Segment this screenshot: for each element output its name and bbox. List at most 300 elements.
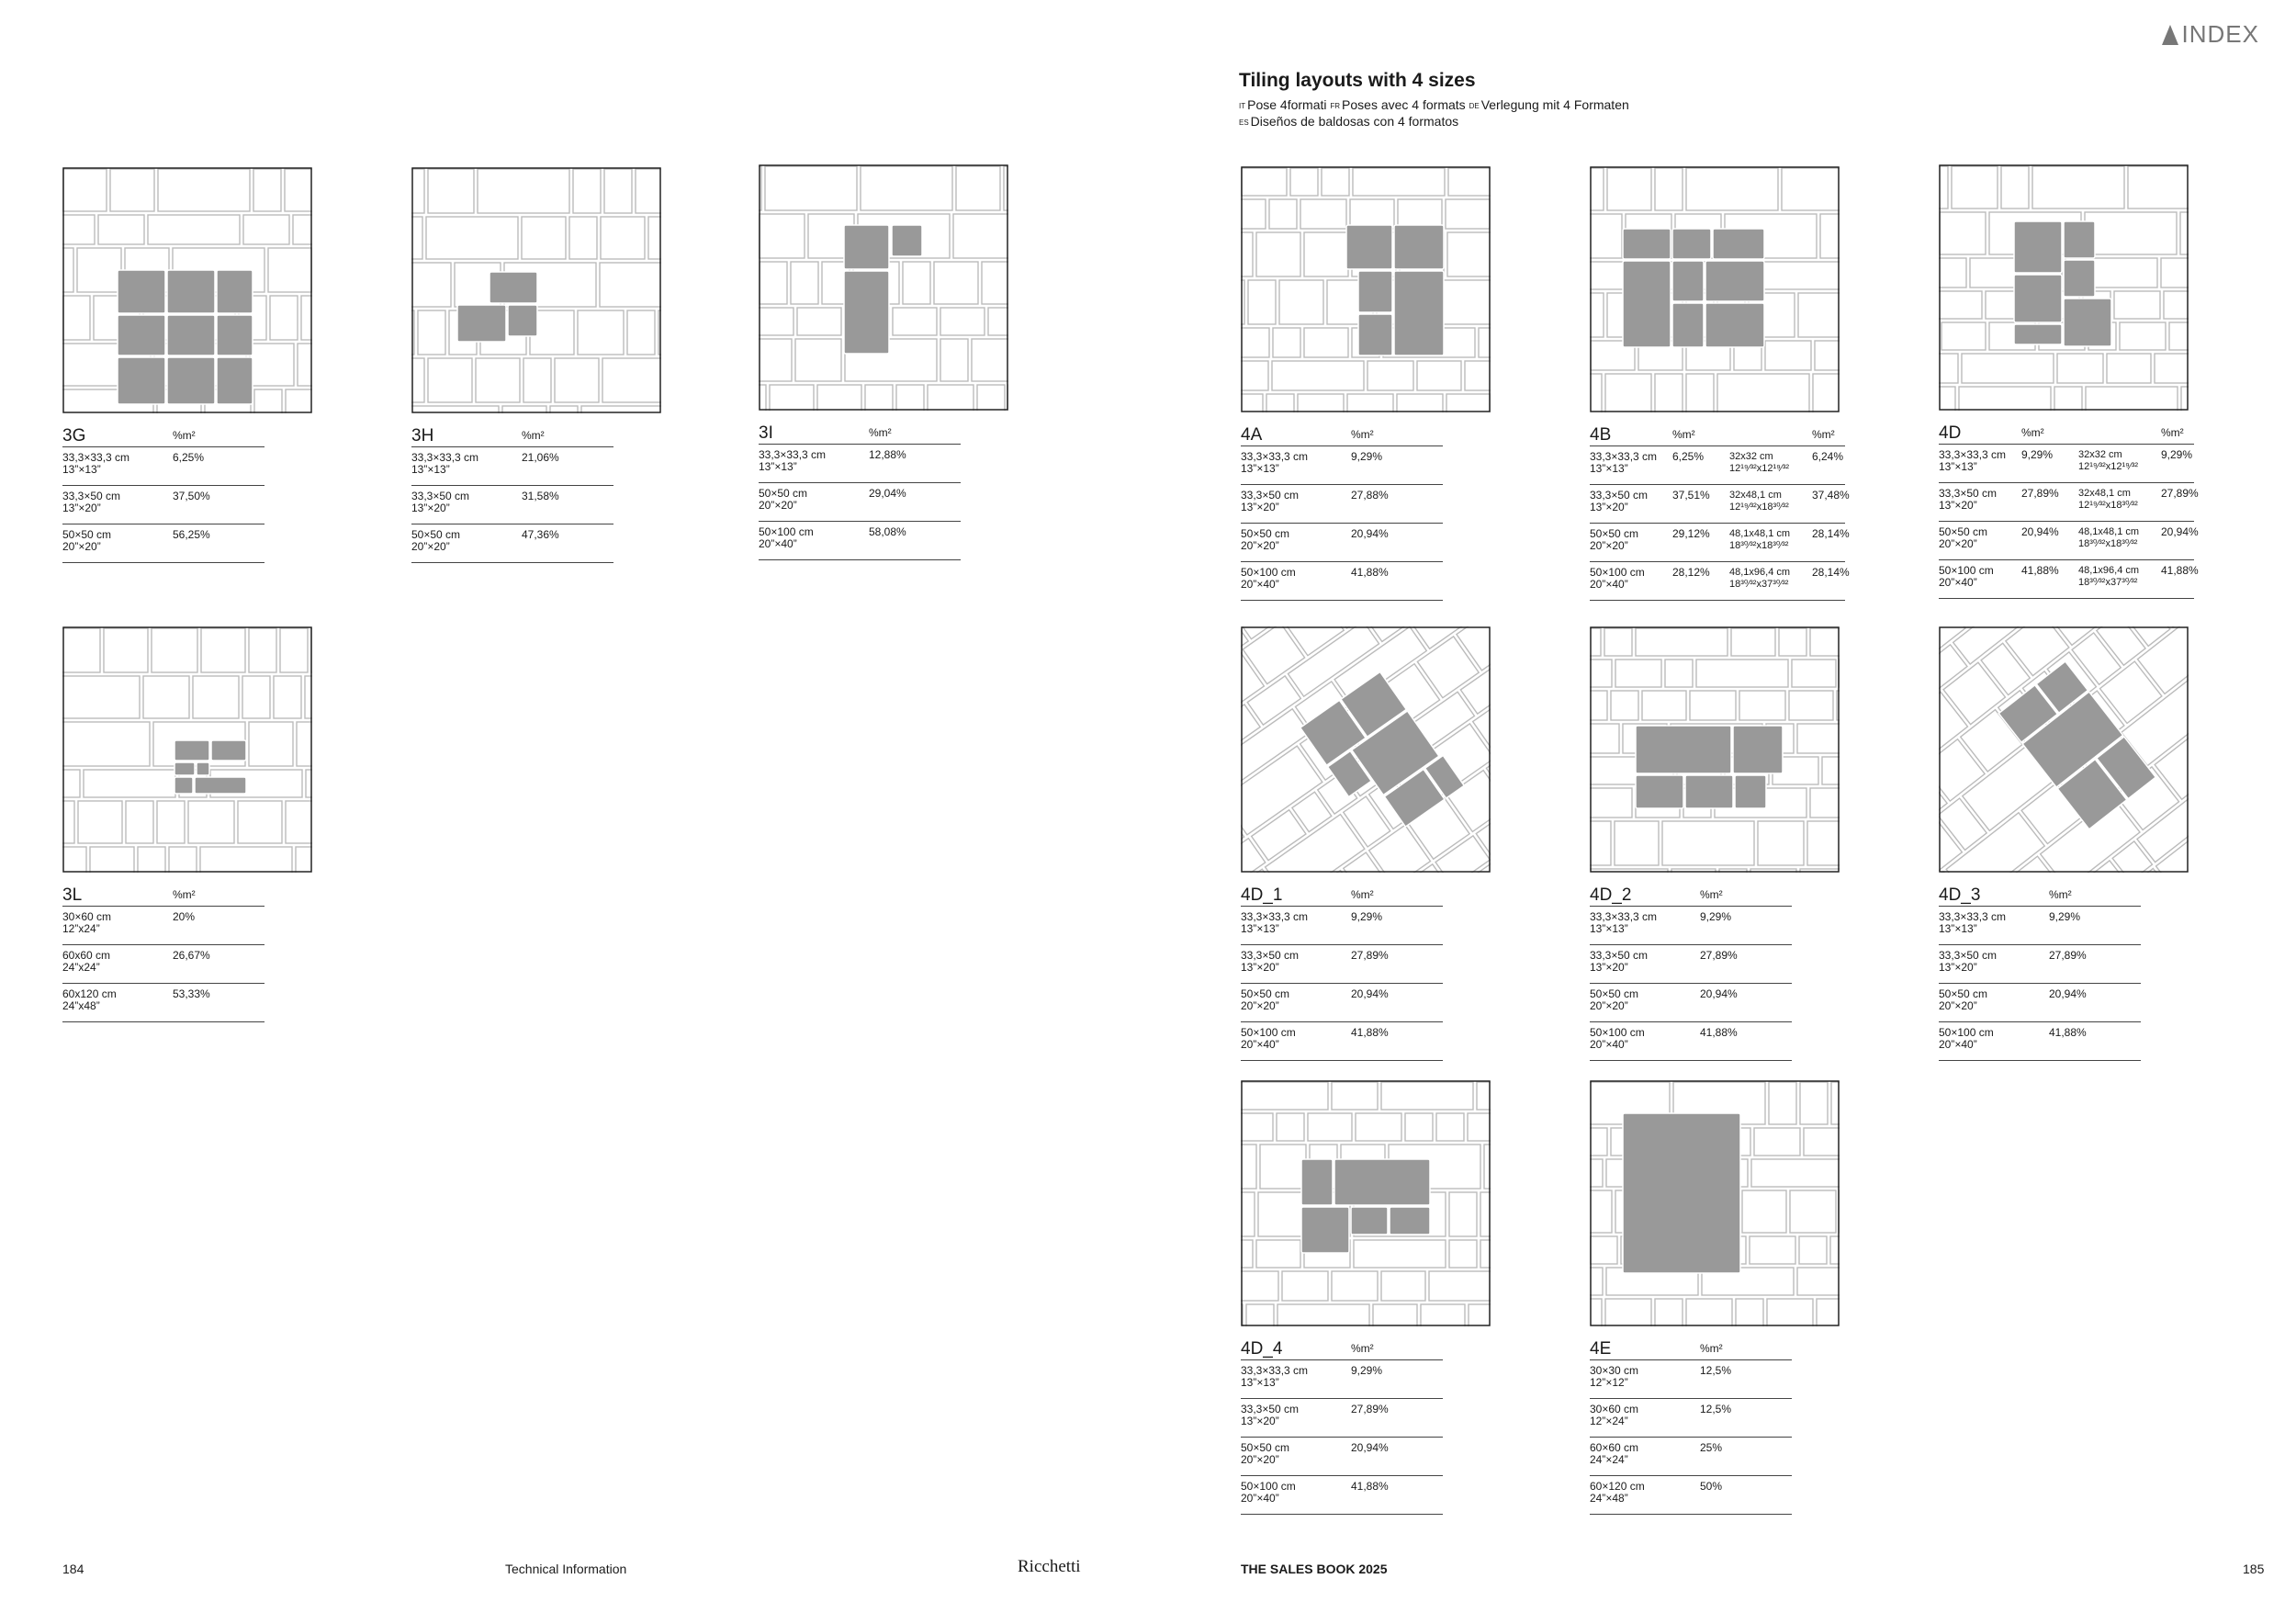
tile bbox=[62, 169, 107, 211]
unit-label: %m² bbox=[2161, 426, 2184, 439]
table-row bbox=[1590, 984, 1792, 1022]
tile bbox=[759, 339, 792, 381]
size-cell-alt bbox=[1729, 451, 1812, 484]
tile bbox=[1815, 341, 1840, 370]
size-cell-alt bbox=[2078, 488, 2161, 521]
tile bbox=[1686, 168, 1778, 210]
size-imperial: 13”×13” bbox=[411, 463, 450, 476]
layout-diagram-4d bbox=[1939, 164, 2189, 411]
tile bbox=[1241, 1082, 1328, 1110]
size-metric: 30×30 cm bbox=[1590, 1364, 1639, 1377]
table-header bbox=[759, 412, 961, 445]
table-row bbox=[411, 486, 613, 524]
table-row bbox=[759, 445, 961, 483]
size-cell bbox=[1590, 1365, 1700, 1398]
section-label: Technical Information bbox=[505, 1562, 627, 1576]
tile bbox=[1446, 394, 1491, 412]
size-cell bbox=[62, 491, 173, 524]
highlight-tile bbox=[1623, 261, 1671, 347]
table-header bbox=[62, 874, 264, 907]
layout-diagram-4e bbox=[1590, 1080, 1840, 1326]
unit-label: %m² bbox=[1812, 428, 1835, 441]
size-imperial: 13”×20” bbox=[1939, 961, 1977, 974]
tile bbox=[578, 310, 624, 355]
table-row bbox=[1241, 984, 1443, 1022]
table-header bbox=[1590, 1328, 1792, 1360]
tile bbox=[1655, 168, 1683, 210]
highlight-tile bbox=[2064, 221, 2095, 258]
tile bbox=[1468, 1113, 1491, 1141]
tile bbox=[759, 308, 793, 335]
unit-label: %m² bbox=[1672, 428, 1695, 441]
tile bbox=[817, 385, 861, 411]
tiling-diagram bbox=[1241, 626, 1491, 873]
percentage: 12,88% bbox=[869, 448, 906, 461]
size-metric: 33,3×33,3 cm bbox=[1590, 450, 1658, 463]
tile bbox=[2032, 166, 2124, 209]
highlight-tile bbox=[1334, 1159, 1430, 1205]
size-cell bbox=[1241, 911, 1351, 944]
size-cell bbox=[1241, 490, 1351, 523]
tile bbox=[98, 215, 144, 244]
size-cell bbox=[1241, 1442, 1351, 1475]
tile bbox=[1272, 361, 1364, 390]
size-imperial: 24”×48” bbox=[1590, 1492, 1628, 1505]
percentage: 20,94% bbox=[1351, 527, 1389, 540]
tile bbox=[1347, 394, 1393, 412]
table-row bbox=[1590, 1476, 1792, 1515]
table-row bbox=[1939, 522, 2199, 560]
tile bbox=[2164, 291, 2189, 319]
highlight-tile bbox=[197, 762, 209, 775]
highlight-tile bbox=[1623, 229, 1671, 259]
tile bbox=[238, 801, 282, 843]
size-metric: 60x120 cm bbox=[62, 987, 117, 1000]
tile bbox=[636, 169, 661, 213]
tile bbox=[1782, 168, 1840, 210]
tile bbox=[1256, 1240, 1300, 1268]
layout-diagram-4a bbox=[1241, 166, 1491, 412]
highlight-tile bbox=[1623, 1113, 1740, 1273]
tile bbox=[893, 308, 937, 335]
tile bbox=[1798, 293, 1840, 337]
tile bbox=[476, 358, 520, 402]
highlight-tile bbox=[118, 315, 165, 355]
size-cell bbox=[1241, 1027, 1351, 1060]
size-metric: 50×100 cm bbox=[1590, 1026, 1645, 1039]
index-link[interactable] bbox=[2162, 20, 2259, 49]
table-row bbox=[1590, 485, 1850, 524]
size-imperial: 13”×20” bbox=[1590, 501, 1628, 513]
tiling-diagram bbox=[1590, 166, 1840, 412]
tile bbox=[1754, 1128, 1800, 1156]
tile bbox=[110, 169, 154, 211]
tile bbox=[1799, 1236, 1827, 1264]
size-cell bbox=[1241, 950, 1351, 983]
page-number-left: 184 bbox=[62, 1562, 84, 1576]
tile bbox=[1751, 1159, 1840, 1187]
tile bbox=[1758, 821, 1804, 865]
tile bbox=[1813, 374, 1840, 412]
size-imperial: 13”×20” bbox=[1241, 961, 1279, 974]
highlight-tile bbox=[1301, 1207, 1349, 1253]
translation-text: Poses avec 4 formats bbox=[1342, 97, 1466, 112]
tile bbox=[1449, 1192, 1477, 1236]
tile bbox=[1241, 1113, 1273, 1141]
table-row bbox=[1241, 1438, 1443, 1476]
tile bbox=[1436, 1113, 1464, 1141]
size-cell bbox=[759, 449, 869, 482]
tile bbox=[301, 296, 312, 340]
translation-text: Verlegung mit 4 Formaten bbox=[1480, 97, 1629, 112]
tile bbox=[1939, 291, 1982, 319]
table-row bbox=[1241, 907, 1443, 945]
layout-table-4e bbox=[1590, 1328, 1792, 1515]
tile bbox=[1269, 199, 1297, 229]
tile bbox=[770, 385, 814, 411]
tile bbox=[2155, 354, 2189, 383]
tile bbox=[1332, 1271, 1378, 1301]
size-metric: 33,3×33,3 cm bbox=[1939, 448, 2007, 461]
highlight-tile bbox=[844, 225, 889, 269]
tile bbox=[1308, 1113, 1352, 1141]
tile bbox=[478, 169, 569, 213]
size-metric-alt: 48,1x96,4 cm bbox=[2078, 565, 2140, 576]
tile bbox=[1810, 628, 1840, 656]
percentage: 47,36% bbox=[522, 528, 559, 541]
tile bbox=[1279, 280, 1323, 324]
size-metric: 50×100 cm bbox=[1939, 564, 1994, 577]
tile bbox=[104, 628, 148, 672]
size-imperial: 20”×20” bbox=[1241, 539, 1279, 552]
tile bbox=[601, 217, 645, 259]
percentage: 21,06% bbox=[522, 451, 559, 464]
tile bbox=[1356, 1113, 1401, 1141]
layout-code: 4D_3 bbox=[1939, 885, 1981, 905]
tile bbox=[1241, 394, 1263, 412]
size-imperial: 20”×20” bbox=[1939, 999, 1977, 1012]
highlight-tile bbox=[1705, 303, 1764, 347]
highlight-tile bbox=[490, 272, 537, 303]
size-cell bbox=[1939, 911, 2049, 944]
size-metric-alt: 48,1x48,1 cm bbox=[1729, 528, 1791, 539]
size-metric-alt: 32x48,1 cm bbox=[2078, 488, 2131, 499]
lang-code: ES bbox=[1239, 118, 1249, 127]
tile bbox=[1354, 1240, 1446, 1268]
tile bbox=[1642, 691, 1686, 720]
size-imperial: 13”×13” bbox=[1590, 462, 1628, 475]
layout-table-3g bbox=[62, 415, 264, 563]
size-imperial: 24”x24” bbox=[62, 961, 100, 974]
tile bbox=[988, 308, 1008, 335]
layout-table-4d_1 bbox=[1241, 874, 1443, 1061]
table-row bbox=[1939, 907, 2141, 945]
tile bbox=[1817, 1299, 1840, 1326]
tile bbox=[242, 676, 270, 718]
size-imperial: 20”×40” bbox=[1241, 1038, 1279, 1051]
table-row bbox=[1590, 1399, 1792, 1438]
percentage: 58,08% bbox=[869, 525, 906, 538]
size-imperial-alt: 12¹⁹⁄³²x12¹⁹⁄³² bbox=[1729, 463, 1790, 474]
tile bbox=[1246, 1304, 1274, 1326]
size-metric: 60x60 cm bbox=[62, 949, 111, 962]
size-cell bbox=[1590, 451, 1672, 484]
size-cell bbox=[1590, 1404, 1700, 1437]
tile bbox=[62, 215, 95, 244]
tile bbox=[982, 262, 1008, 304]
tile bbox=[1941, 322, 1986, 350]
size-metric-alt: 32x32 cm bbox=[1729, 451, 1773, 462]
tiling-diagram bbox=[1241, 1080, 1491, 1326]
size-cell bbox=[1590, 950, 1700, 983]
tile bbox=[143, 676, 189, 718]
tile bbox=[1797, 724, 1840, 753]
tile bbox=[1381, 1271, 1425, 1301]
tile bbox=[1939, 387, 1955, 411]
tile bbox=[77, 248, 121, 292]
size-metric: 33,3×33,3 cm bbox=[1590, 910, 1658, 923]
size-imperial: 13”×13” bbox=[62, 463, 101, 476]
tile bbox=[62, 676, 140, 718]
tile bbox=[1939, 258, 1966, 288]
table-row bbox=[759, 483, 961, 522]
tile bbox=[940, 339, 968, 381]
highlight-tile bbox=[1636, 775, 1683, 808]
tile bbox=[1397, 394, 1443, 412]
size-imperial: 20”×20” bbox=[62, 540, 101, 553]
unit-label: %m² bbox=[1700, 1342, 1723, 1355]
percentage: 20,94% bbox=[1351, 987, 1389, 1000]
tile bbox=[1590, 724, 1619, 753]
percentage-alt: 41,88% bbox=[2161, 564, 2199, 577]
size-cell bbox=[1590, 911, 1700, 944]
tiling-diagram bbox=[62, 626, 312, 873]
highlight-tile bbox=[174, 740, 209, 761]
tile bbox=[188, 801, 234, 843]
size-cell bbox=[62, 529, 173, 562]
percentage: 27,89% bbox=[1700, 949, 1738, 962]
tile bbox=[1686, 1299, 1732, 1326]
tile bbox=[1304, 328, 1348, 357]
tile bbox=[1381, 1082, 1473, 1110]
tile bbox=[1615, 660, 1661, 687]
tile bbox=[148, 215, 240, 244]
size-metric: 50×50 cm bbox=[1939, 987, 1988, 1000]
tile bbox=[1277, 1113, 1304, 1141]
size-cell bbox=[1939, 988, 2049, 1021]
highlight-tile bbox=[2014, 221, 2062, 273]
tile bbox=[1611, 691, 1638, 720]
table-header bbox=[62, 415, 264, 447]
size-imperial: 13”×13” bbox=[1241, 462, 1279, 475]
unit-label: %m² bbox=[1351, 888, 1374, 901]
size-cell bbox=[1939, 488, 2021, 521]
tile bbox=[426, 217, 518, 259]
percentage: 6,25% bbox=[1672, 450, 1705, 463]
layout-diagram-3i bbox=[759, 164, 1008, 411]
unit-label: %m² bbox=[173, 429, 196, 442]
percentage-alt: 37,48% bbox=[1812, 489, 1850, 502]
size-metric: 50×50 cm bbox=[1241, 1441, 1290, 1454]
table-row bbox=[1939, 445, 2194, 483]
unit-label: %m² bbox=[1351, 1342, 1374, 1355]
size-imperial: 12”x24” bbox=[62, 922, 100, 935]
tile bbox=[2085, 212, 2177, 254]
highlight-tile bbox=[217, 357, 253, 404]
highlight-tile bbox=[2014, 275, 2062, 322]
table-row bbox=[1939, 984, 2141, 1022]
highlight-tile bbox=[1390, 1207, 1430, 1235]
tile bbox=[1590, 628, 1601, 656]
table-row bbox=[62, 945, 264, 984]
size-cell bbox=[1590, 490, 1672, 523]
size-imperial: 20”×20” bbox=[1241, 1453, 1279, 1466]
table-row bbox=[62, 447, 264, 486]
tile bbox=[569, 217, 597, 259]
layout-table-3h bbox=[411, 415, 613, 563]
tile bbox=[1449, 1240, 1477, 1268]
table-row bbox=[1590, 1438, 1792, 1476]
highlight-tile bbox=[1705, 261, 1764, 301]
table-header bbox=[1939, 412, 2194, 445]
percentage: 53,33% bbox=[173, 987, 210, 1000]
table-row bbox=[1590, 562, 1850, 601]
table-row bbox=[1590, 907, 1792, 945]
tile bbox=[2057, 354, 2103, 383]
size-imperial: 20”×20” bbox=[411, 540, 450, 553]
tile bbox=[1655, 1299, 1683, 1326]
table-row bbox=[1939, 945, 2141, 984]
tile bbox=[1405, 1113, 1433, 1141]
layout-diagram-4d_3 bbox=[1939, 626, 2189, 873]
tile bbox=[428, 169, 474, 213]
size-imperial: 20”×20” bbox=[1939, 537, 1977, 550]
layout-code: 3G bbox=[62, 426, 86, 445]
tile bbox=[249, 628, 276, 672]
tile bbox=[1615, 821, 1659, 865]
index-label: INDEX bbox=[2181, 20, 2259, 48]
tile bbox=[2107, 354, 2151, 383]
tile bbox=[1260, 1145, 1306, 1189]
percentage: 56,25% bbox=[173, 528, 210, 541]
tile bbox=[1477, 1082, 1491, 1110]
size-cell bbox=[411, 491, 522, 524]
tile bbox=[254, 389, 282, 413]
tile bbox=[84, 770, 175, 797]
tile bbox=[1448, 168, 1491, 196]
tile bbox=[62, 801, 74, 843]
tile bbox=[1797, 1268, 1840, 1295]
table-row bbox=[1590, 446, 1845, 485]
highlight-tile bbox=[1672, 303, 1704, 347]
layout-code: 4B bbox=[1590, 425, 1612, 445]
translations-line-2 bbox=[1239, 114, 1629, 130]
size-metric: 33,3×50 cm bbox=[1241, 1403, 1300, 1415]
size-cell bbox=[1241, 528, 1351, 561]
table-header bbox=[1241, 414, 1443, 446]
table-row bbox=[62, 486, 264, 524]
size-metric: 33,3×33,3 cm bbox=[1241, 450, 1309, 463]
size-metric: 33,3×50 cm bbox=[1241, 949, 1300, 962]
tile bbox=[1277, 1304, 1369, 1326]
translation-text: Diseños de baldosas con 4 formatos bbox=[1250, 114, 1459, 129]
percentage: 9,29% bbox=[1351, 450, 1383, 463]
tile bbox=[1469, 1304, 1491, 1326]
highlight-tile bbox=[1735, 775, 1766, 808]
size-metric: 33,3×33,3 cm bbox=[411, 451, 479, 464]
tile bbox=[411, 263, 451, 307]
tile bbox=[759, 214, 805, 258]
tiling-diagram bbox=[1939, 626, 2189, 873]
size-metric: 33,3×50 cm bbox=[411, 490, 470, 502]
percentage: 41,88% bbox=[1351, 566, 1389, 579]
percentage: 37,51% bbox=[1672, 489, 1710, 502]
size-metric: 50×100 cm bbox=[1590, 566, 1645, 579]
tile bbox=[956, 166, 1000, 210]
table-row bbox=[411, 524, 613, 563]
layout-table-3i bbox=[759, 412, 961, 560]
tile bbox=[250, 344, 294, 386]
highlight-tile bbox=[1358, 314, 1392, 355]
tile bbox=[896, 385, 924, 411]
size-imperial: 13”×13” bbox=[759, 460, 797, 473]
size-imperial-alt: 18³⁰⁄³²x18³⁰⁄³² bbox=[2078, 538, 2138, 549]
highlight-tile bbox=[217, 270, 253, 313]
size-metric: 33,3×33,3 cm bbox=[1241, 1364, 1309, 1377]
section-heading bbox=[1239, 70, 1629, 130]
tile bbox=[1248, 280, 1276, 324]
percentage: 9,29% bbox=[1351, 1364, 1383, 1377]
tile bbox=[297, 722, 312, 766]
tile bbox=[157, 801, 185, 843]
unit-label: %m² bbox=[2021, 426, 2044, 439]
percentage: 27,89% bbox=[2049, 949, 2087, 962]
table-row bbox=[1241, 945, 1443, 984]
tile bbox=[765, 166, 857, 210]
highlight-tile bbox=[167, 315, 215, 355]
tile bbox=[1655, 374, 1683, 412]
tile bbox=[1665, 660, 1693, 687]
percentage: 20,94% bbox=[2049, 987, 2087, 1000]
size-imperial: 20”×40” bbox=[1939, 1038, 1977, 1051]
brand-logo: Ricchetti bbox=[1018, 1557, 1081, 1576]
layout-table-3l bbox=[62, 874, 264, 1022]
table-row bbox=[1241, 1360, 1443, 1399]
tile bbox=[158, 169, 250, 211]
percentage-alt: 27,89% bbox=[2161, 487, 2199, 500]
layout-code: 3I bbox=[759, 423, 773, 443]
tile bbox=[1952, 166, 1998, 209]
size-metric: 33,3×50 cm bbox=[1939, 487, 1998, 500]
tile bbox=[62, 248, 73, 292]
layout-diagram-3g bbox=[62, 167, 312, 413]
size-imperial: 20”×20” bbox=[1241, 999, 1279, 1012]
percentage: 31,58% bbox=[522, 490, 559, 502]
size-cell bbox=[1241, 451, 1351, 484]
size-imperial-alt: 12¹⁹⁄³²x18³⁰⁄³² bbox=[2078, 500, 2138, 511]
highlight-tile bbox=[2014, 324, 2062, 344]
size-imperial: 20”×40” bbox=[1939, 576, 1977, 589]
table-header bbox=[1939, 874, 2141, 907]
tile bbox=[293, 215, 312, 244]
size-imperial: 20”×40” bbox=[1241, 578, 1279, 591]
size-cell bbox=[62, 950, 173, 983]
size-imperial: 13”×20” bbox=[1241, 501, 1279, 513]
layout-table-4d bbox=[1939, 412, 2199, 599]
tile bbox=[573, 169, 601, 213]
page-title: Tiling layouts with 4 sizes bbox=[1239, 70, 1476, 91]
highlight-tile bbox=[174, 762, 195, 775]
